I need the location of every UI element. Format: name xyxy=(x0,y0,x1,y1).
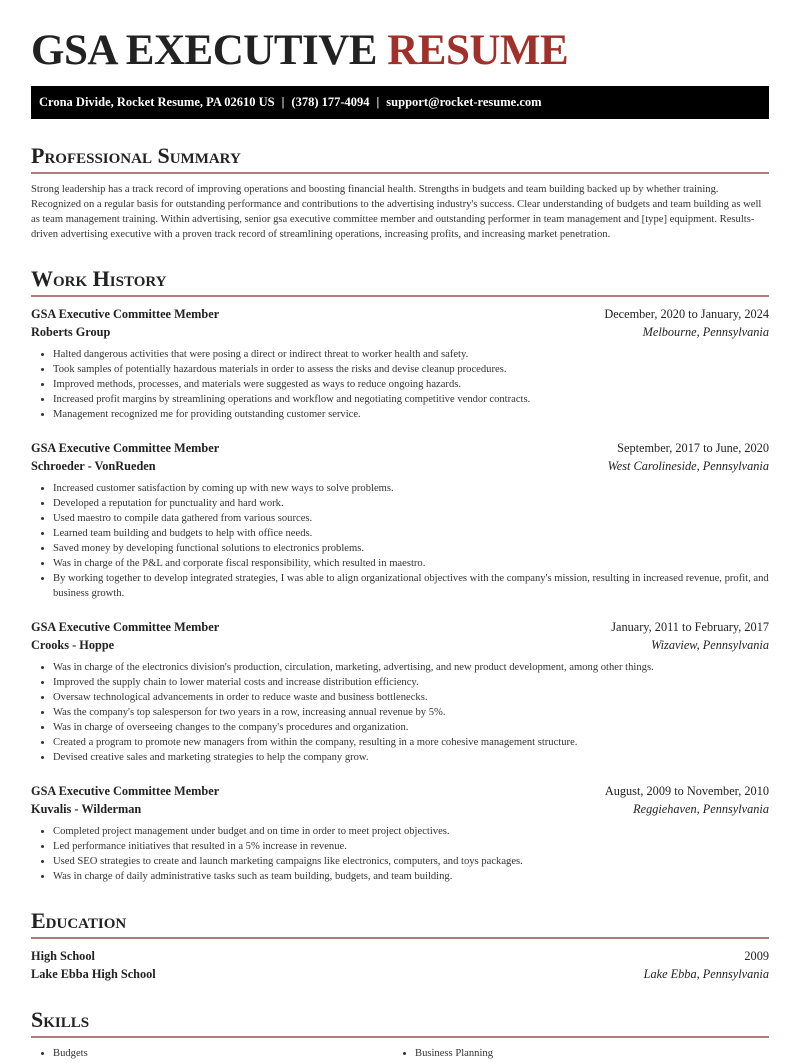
job-bullet: • Used SEO strategies to create and launch marketing campaigns like electronics, computers, and toys packages. xyxy=(53,854,769,869)
education-entry xyxy=(31,947,769,983)
job-bullet: • Developed a reputation for punctuality and hard work. xyxy=(53,496,769,511)
school-location: Lake Ebba, Pennsylvania xyxy=(643,967,769,981)
job-bullet: • Improved methods, processes, and materials were suggested as ways to reduce ongoing hazards. xyxy=(53,377,769,392)
title-accent: RESUME xyxy=(387,27,569,74)
job-bullet: • Halted dangerous activities that were posing a direct or indirect threat to worker health and safety. xyxy=(53,347,769,362)
company: Kuvalis - Wilderman xyxy=(31,802,142,816)
job-bullet: • Was in charge of the P&L and corporate fiscal responsibility, which resulted in maestro. xyxy=(53,556,769,571)
job-bullet: • Increased customer satisfaction by coming up with new ways to solve problems. xyxy=(53,481,769,496)
job-entry xyxy=(31,618,769,765)
company: Schroeder - VonRueden xyxy=(31,459,156,473)
job-bullet: • Was in charge of overseeing changes to the company's procedures and organization. xyxy=(53,720,769,735)
job-bullet: • By working together to develop integrated strategies, I was able to align organizational objectives with the company's mission, resulting in increased revenue, profit, and business growth. xyxy=(53,571,769,601)
job-bullet: • Took samples of potentially hazardous materials in order to assess the risks and devise cleanup procedures. xyxy=(53,362,769,377)
skill-item: • Budgets xyxy=(53,1046,393,1061)
job-bullet: • Was in charge of daily administrative tasks such as team building, budgets, and team building. xyxy=(53,869,769,884)
skills-list xyxy=(31,1046,769,1061)
job-bullet: • Completed project management under budget and on time in order to meet project objectives. xyxy=(53,824,769,839)
skill-item: • Business Planning xyxy=(415,1046,755,1061)
email: support@rocket-resume.com xyxy=(386,95,542,109)
job-bullet: • Increased profit margins by streamlining operations and workflow and negotiating competitive vendor contracts. xyxy=(53,392,769,407)
title-main: GSA EXECUTIVE xyxy=(31,27,377,74)
job-bullet: • Was the company's top salesperson for two years in a row, increasing annual revenue by 5%. xyxy=(53,705,769,720)
job-location: Reggiehaven, Pennsylvania xyxy=(633,802,769,816)
school: Lake Ebba High School xyxy=(31,967,156,981)
job-location: West Carolineside, Pennsylvania xyxy=(607,459,769,473)
job-title: GSA Executive Committee Member xyxy=(31,441,220,455)
job-dates: August, 2009 to November, 2010 xyxy=(604,784,769,798)
job-bullet: • Management recognized me for providing outstanding customer service. xyxy=(53,407,769,422)
degree: High School xyxy=(31,949,95,963)
job-bullet: • Used maestro to compile data gathered from various sources. xyxy=(53,511,769,526)
separator: | xyxy=(376,95,380,109)
job-bullet: • Improved the supply chain to lower material costs and increase distribution efficiency. xyxy=(53,675,769,690)
resume-page xyxy=(0,28,800,1061)
job-bullet: • Learned team building and budgets to help with office needs. xyxy=(53,526,769,541)
job-title: GSA Executive Committee Member xyxy=(31,307,220,321)
phone: (378) 177-4094 xyxy=(291,95,370,109)
job-bullet: • Led performance initiatives that resulted in a 5% increase in revenue. xyxy=(53,839,769,854)
address: Crona Divide, Rocket Resume, PA 02610 US xyxy=(39,95,275,109)
company: Crooks - Hoppe xyxy=(31,638,115,652)
job-bullet: • Oversaw technological advancements in order to reduce waste and business bottlenecks. xyxy=(53,690,769,705)
resume-title xyxy=(31,28,769,74)
job-dates: September, 2017 to June, 2020 xyxy=(617,441,769,455)
job-entry xyxy=(31,305,769,422)
job-entry xyxy=(31,782,769,884)
summary-heading: Professional Summary xyxy=(31,143,769,174)
job-entry xyxy=(31,439,769,601)
job-bullet: • Saved money by developing functional solutions to electronics problems. xyxy=(53,541,769,556)
job-title: GSA Executive Committee Member xyxy=(31,784,220,798)
job-bullet: • Created a program to promote new managers from within the company, resulting in a more cohesive management structure. xyxy=(53,735,769,750)
skills-heading: Skills xyxy=(31,1007,769,1038)
job-bullets xyxy=(31,824,769,884)
work-history-heading: Work History xyxy=(31,266,769,297)
job-location: Melbourne, Pennsylvania xyxy=(642,325,769,339)
education-year: 2009 xyxy=(744,949,769,963)
job-dates: December, 2020 to January, 2024 xyxy=(604,307,769,321)
job-bullets xyxy=(31,347,769,422)
job-bullets xyxy=(31,660,769,765)
education-heading: Education xyxy=(31,908,769,939)
job-title: GSA Executive Committee Member xyxy=(31,620,220,634)
contact-bar xyxy=(31,86,769,119)
job-bullets xyxy=(31,481,769,601)
separator: | xyxy=(281,95,285,109)
job-bullet: • Was in charge of the electronics division's production, circulation, marketing, advertising, and new product development, among other things. xyxy=(53,660,769,675)
job-location: Wizaview, Pennsylvania xyxy=(651,638,769,652)
job-bullet: • Devised creative sales and marketing strategies to help the company grow. xyxy=(53,750,769,765)
summary-text: Strong leadership has a track record of improving operations and boosting financial health. Strengths in budgets and team building backed up by whether training. Recognized on a regular basis for outstanding performance and contributions to the advertising industry's success. Clear understanding of budgets and team building as well as team management training. Within advertising, senior gsa executive committee member and outstanding performer in team management and [type] equipment. Results-driven advertising executive with a proven track record of streamlining operations, increasing profits, and increasing market penetration. xyxy=(31,184,762,240)
job-list xyxy=(31,305,769,884)
job-dates: January, 2011 to February, 2017 xyxy=(611,620,769,634)
company: Roberts Group xyxy=(31,325,111,339)
